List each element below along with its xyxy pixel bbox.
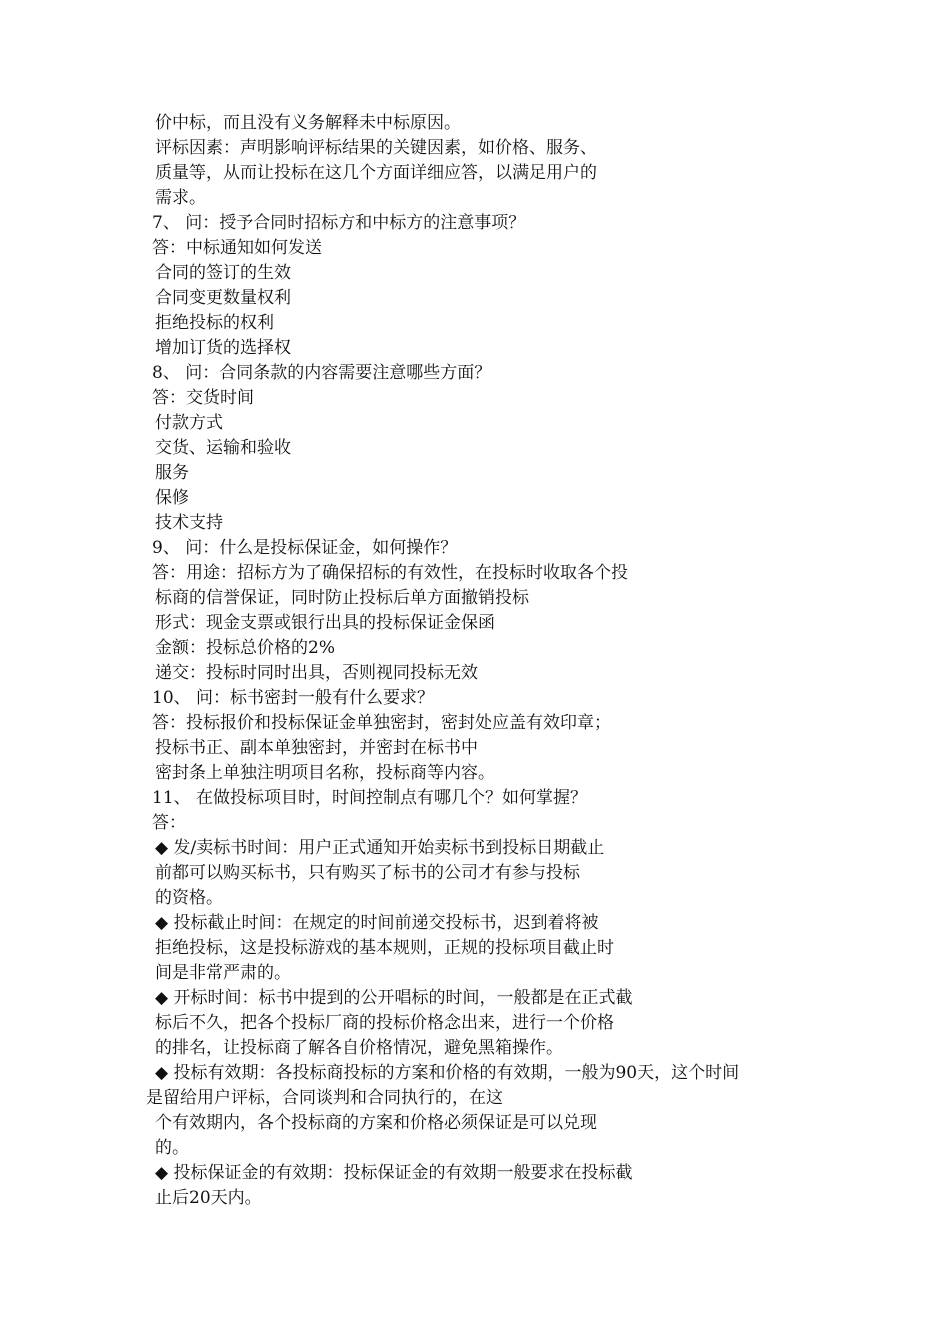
text-line: 的排名，让投标商了解各自价格情况，避免黑箱操作。 <box>155 1038 563 1058</box>
text-line: 形式：现金支票或银行出具的投标保证金保函 <box>155 613 495 633</box>
text-line: 标商的信誉保证，同时防止投标后单方面撤销投标 <box>155 588 529 608</box>
text-line: ◆ 发/卖标书时间：用户正式通知开始卖标书到投标日期截止 <box>155 838 605 858</box>
text-line: 标后不久，把各个投标厂商的投标价格念出来，进行一个价格 <box>155 1013 614 1033</box>
text-line: 拒绝投标，这是投标游戏的基本规则，正规的投标项目截止时 <box>155 938 614 958</box>
text-line: 技术支持 <box>155 513 223 533</box>
text-line: 递交：投标时同时出具，否则视同投标无效 <box>155 663 478 683</box>
text-line: 增加订货的选择权 <box>155 338 291 358</box>
text-line: 质量等，从而让投标在这几个方面详细应答，以满足用户的 <box>155 163 597 183</box>
text-line: ◆ 投标有效期：各投标商投标的方案和价格的有效期，一般为90天，这个时间 <box>155 1063 740 1083</box>
text-line: 的资格。 <box>155 888 223 908</box>
text-line: 止后20天内。 <box>155 1188 262 1208</box>
text-line: 价中标，而且没有义务解释未中标原因。 <box>155 113 461 133</box>
text-line: 个有效期内，各个投标商的方案和价格必须保证是可以兑现 <box>155 1113 597 1133</box>
text-line: 间是非常严肃的。 <box>155 963 291 983</box>
text-line: ◆ 投标保证金的有效期：投标保证金的有效期一般要求在投标截 <box>155 1163 633 1183</box>
text-line: 的。 <box>155 1138 189 1158</box>
text-line: 服务 <box>155 463 189 483</box>
text-line: 答： <box>152 813 186 833</box>
text-line: 交货、运输和验收 <box>155 438 291 458</box>
text-line: 答：交货时间 <box>152 388 254 408</box>
text-line: 合同的签订的生效 <box>155 263 291 283</box>
text-line: ◆ 开标时间：标书中提到的公开唱标的时间，一般都是在正式截 <box>155 988 633 1008</box>
text-line: 8、 问：合同条款的内容需要注意哪些方面？ <box>152 363 492 383</box>
text-line: 拒绝投标的权利 <box>155 313 274 333</box>
text-line: 投标书正、副本单独密封，并密封在标书中 <box>155 738 478 758</box>
text-line: 11、 在做投标项目时，时间控制点有哪几个？如何掌握？ <box>152 788 588 808</box>
text-line: 答：投标报价和投标保证金单独密封，密封处应盖有效印章； <box>152 713 611 733</box>
text-line: 7、 问：授予合同时招标方和中标方的注意事项？ <box>152 213 526 233</box>
text-line: 答：用途：招标方为了确保招标的有效性，在投标时收取各个投 <box>152 563 628 583</box>
text-line: 前都可以购买标书，只有购买了标书的公司才有参与投标 <box>155 863 580 883</box>
text-line: 付款方式 <box>155 413 223 433</box>
text-line: 答：中标通知如何发送 <box>152 238 322 258</box>
text-line: 是留给用户评标，合同谈判和合同执行的，在这 <box>146 1088 503 1108</box>
text-line: 合同变更数量权利 <box>155 288 291 308</box>
text-line: 10、 问：标书密封一般有什么要求？ <box>152 688 435 708</box>
text-line: 9、 问：什么是投标保证金，如何操作？ <box>152 538 458 558</box>
text-line: ◆ 投标截止时间：在规定的时间前递交投标书，迟到着将被 <box>155 913 599 933</box>
document-body <box>0 111 950 1211</box>
text-line: 金额：投标总价格的2% <box>155 638 335 658</box>
text-line: 密封条上单独注明项目名称，投标商等内容。 <box>155 763 495 783</box>
text-line: 评标因素：声明影响评标结果的关键因素，如价格、服务、 <box>155 138 597 158</box>
text-line: 需求。 <box>155 188 206 208</box>
text-line: 保修 <box>155 488 189 508</box>
